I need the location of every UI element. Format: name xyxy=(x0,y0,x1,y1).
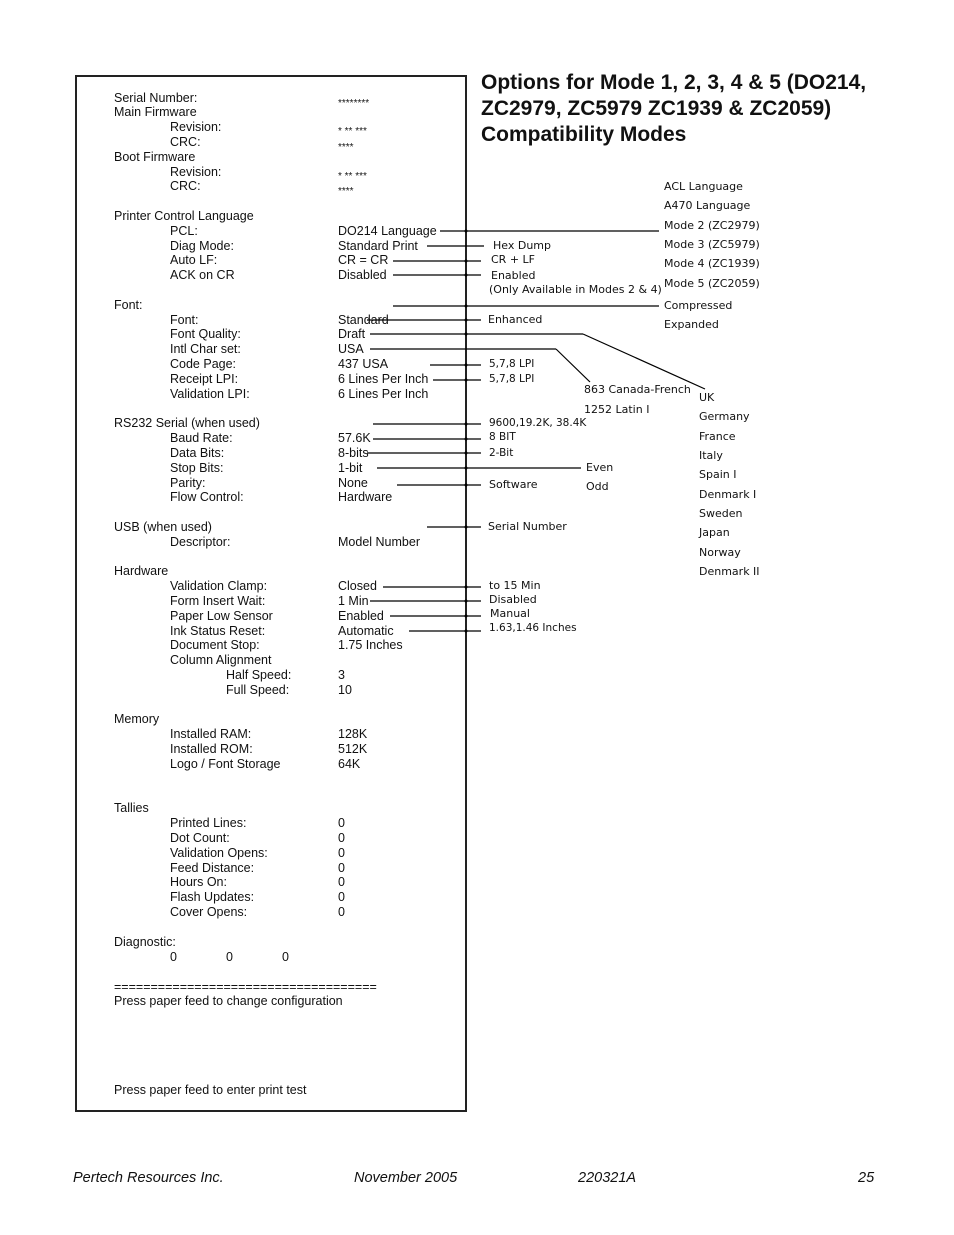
footer-date: November 2005 xyxy=(354,1170,458,1186)
option-item: Mode 2 (ZC2979) xyxy=(664,218,760,232)
printout-value: * ** *** xyxy=(338,171,367,182)
printout-label: Printer Control Language xyxy=(114,209,254,223)
diag-option: Hex Dump xyxy=(493,239,551,252)
diagnostic-value: 0 xyxy=(282,950,289,964)
footer-page-number: 25 xyxy=(858,1170,875,1186)
printout-label: Document Stop: xyxy=(170,638,260,652)
printout-value: 0 xyxy=(338,846,345,860)
printout-value: CR = CR xyxy=(338,253,389,267)
printout-label: Dot Count: xyxy=(170,831,230,845)
printout-value: **** xyxy=(338,142,354,153)
option-item: Even xyxy=(586,461,614,474)
option-item: Expanded xyxy=(664,318,719,331)
printout-label: ACK on CR xyxy=(170,268,235,282)
validation-lpi-option: 5,7,8 LPI xyxy=(489,373,535,385)
printout-label: Feed Distance: xyxy=(170,861,255,875)
printout-label: Data Bits: xyxy=(170,446,225,460)
option-item: Italy xyxy=(699,449,723,463)
autolf-option: CR + LF xyxy=(491,253,535,266)
printout-value: Hardware xyxy=(338,490,393,504)
ink-option: 1.63,1.46 Inches xyxy=(489,622,577,634)
printout-value: 3 xyxy=(338,668,345,682)
printout-label: Validation Clamp: xyxy=(170,579,268,593)
option-item: Spain I xyxy=(699,468,737,482)
printout-label: Revision: xyxy=(170,120,222,134)
usb-option: Serial Number xyxy=(488,520,567,533)
printout-label: Main Firmware xyxy=(114,105,197,119)
printout-label: Boot Firmware xyxy=(114,150,196,164)
quality-option: Enhanced xyxy=(488,313,543,326)
printout-label: Flash Updates: xyxy=(170,890,255,904)
printout-value: Standard Print xyxy=(338,239,418,253)
printout-label: Stop Bits: xyxy=(170,461,224,475)
baud-option: 9600,19.2K, 38.4K xyxy=(489,417,587,429)
printout-label: RS232 Serial (when used) xyxy=(114,416,260,430)
printout-label: Baud Rate: xyxy=(170,431,233,445)
ack-option: Enabled xyxy=(491,269,536,282)
printout-label: Intl Char set: xyxy=(170,342,241,356)
printout-value: Draft xyxy=(338,327,366,341)
printout-value: 1-bit xyxy=(338,461,363,475)
option-item: Compressed xyxy=(664,299,733,312)
printout-value: **** xyxy=(338,186,354,197)
printout-label: Font: xyxy=(114,298,143,312)
footer-company: Pertech Resources Inc. xyxy=(73,1170,224,1186)
option-item: Norway xyxy=(699,545,741,559)
printout-label: Paper Low Sensor xyxy=(170,609,273,623)
printout-value: 8-bits xyxy=(338,446,369,460)
printout-value: DO214 Language xyxy=(338,224,437,238)
heading-line-2: ZC2979, ZC5979 ZC1939 & ZC2059) xyxy=(481,97,832,120)
printout-value: 0 xyxy=(338,905,345,919)
printout-value: Enabled xyxy=(338,609,384,623)
printout-label: Full Speed: xyxy=(226,683,290,697)
printout-label: Auto LF: xyxy=(170,253,218,267)
option-item: Sweden xyxy=(699,507,743,521)
printout-value: Standard xyxy=(338,313,389,327)
printout-value: Model Number xyxy=(338,535,420,549)
printout-label: Hours On: xyxy=(170,875,227,889)
option-item: 1252 Latin I xyxy=(584,403,650,416)
printout-value: 512K xyxy=(338,742,368,756)
heading-line-3: Compatibility Modes xyxy=(481,123,687,146)
receipt-lpi-option: 5,7,8 LPI xyxy=(489,358,535,370)
databits-option: 8 BIT xyxy=(489,431,516,443)
printout-label: USB (when used) xyxy=(114,520,212,534)
diagnostic-value: 0 xyxy=(170,950,177,964)
printout-label: Installed ROM: xyxy=(170,742,253,756)
printout-label: Tallies xyxy=(114,801,149,815)
option-item: Mode 5 (ZC2059) xyxy=(664,276,760,290)
clamp-option: to 15 Min xyxy=(489,579,541,592)
heading-line-1: Options for Mode 1, 2, 3, 4 & 5 (DO214, xyxy=(481,71,867,94)
option-item: Odd xyxy=(586,480,609,493)
printout-label: Descriptor: xyxy=(170,535,231,549)
printout-value: 0 xyxy=(338,875,345,889)
printout-value: 10 xyxy=(338,683,352,697)
wait-option: Disabled xyxy=(489,593,537,606)
option-item: ACL Language xyxy=(664,180,743,193)
separator-line: ==================================== xyxy=(114,980,377,994)
printout-value: ******** xyxy=(338,98,370,109)
printout-label: Cover Opens: xyxy=(170,905,248,919)
printout-label: PCL: xyxy=(170,224,198,238)
ack-option-note: (Only Available in Modes 2 & 4) xyxy=(489,283,662,296)
printout-label: Validation Opens: xyxy=(170,846,268,860)
printout-label: Receipt LPI: xyxy=(170,372,239,386)
option-item: Mode 3 (ZC5979) xyxy=(664,237,760,251)
printout-value: USA xyxy=(338,342,364,356)
printout-label: Form Insert Wait: xyxy=(170,594,266,608)
printout-value: None xyxy=(338,476,368,490)
flow-option: Software xyxy=(489,478,538,491)
printout-label: CRC: xyxy=(170,135,201,149)
printout-label: Ink Status Reset: xyxy=(170,624,266,638)
printout-value: 0 xyxy=(338,831,345,845)
option-item: UK xyxy=(699,391,715,404)
option-item: France xyxy=(699,429,736,443)
sensor-option: Manual xyxy=(490,607,530,620)
option-item: Denmark II xyxy=(699,565,760,579)
printout-label: Flow Control: xyxy=(170,490,244,504)
option-item: Germany xyxy=(699,410,750,424)
printout-label: Hardware xyxy=(114,564,169,578)
option-item: 863 Canada-French xyxy=(584,383,691,396)
printout-label: CRC: xyxy=(170,179,201,193)
printout-label: Memory xyxy=(114,712,160,726)
press-print-test: Press paper feed to enter print test xyxy=(114,1083,307,1097)
footer-doc-number: 220321A xyxy=(578,1170,637,1186)
option-item: Denmark I xyxy=(699,487,757,501)
printout-value: Closed xyxy=(338,579,377,593)
printout-label: Serial Number: xyxy=(114,91,198,105)
printout-value: 128K xyxy=(338,727,368,741)
printout-label: Revision: xyxy=(170,165,222,179)
printout-value: Automatic xyxy=(338,624,394,638)
printout-label: Font: xyxy=(170,313,199,327)
printout-value: 6 Lines Per Inch xyxy=(338,372,429,386)
printout-value: 0 xyxy=(338,816,345,830)
printout-value: 1 Min xyxy=(338,594,369,608)
printout-label: Printed Lines: xyxy=(170,816,247,830)
diagnostic-value: 0 xyxy=(226,950,233,964)
printout-value: 0 xyxy=(338,890,345,904)
stopbits-option: 2-Bit xyxy=(489,447,514,459)
printout-label: Installed RAM: xyxy=(170,727,252,741)
printout-value: 6 Lines Per Inch xyxy=(338,387,429,401)
printout-label: Diag Mode: xyxy=(170,239,234,253)
option-item: Japan xyxy=(699,526,730,540)
printout-label: Column Alignment xyxy=(170,653,272,667)
printout-value: 1.75 Inches xyxy=(338,638,403,652)
printout-label: Half Speed: xyxy=(226,668,292,682)
printout-label: Diagnostic: xyxy=(114,935,176,949)
printout-label: Font Quality: xyxy=(170,327,241,341)
printout-value: * ** *** xyxy=(338,126,367,137)
printout-label: Validation LPI: xyxy=(170,387,250,401)
printout-value: Disabled xyxy=(338,268,387,282)
printout-value: 0 xyxy=(338,861,345,875)
printout-value: 437 USA xyxy=(338,357,389,371)
printout-label: Parity: xyxy=(170,476,206,490)
press-change-config: Press paper feed to change configuration xyxy=(114,994,343,1008)
option-item: Mode 4 (ZC1939) xyxy=(664,257,760,271)
printout-label: Logo / Font Storage xyxy=(170,757,281,771)
printout-value: 64K xyxy=(338,757,361,771)
printout-label: Code Page: xyxy=(170,357,237,371)
option-item: A470 Language xyxy=(664,199,751,213)
printout-value: 57.6K xyxy=(338,431,371,445)
